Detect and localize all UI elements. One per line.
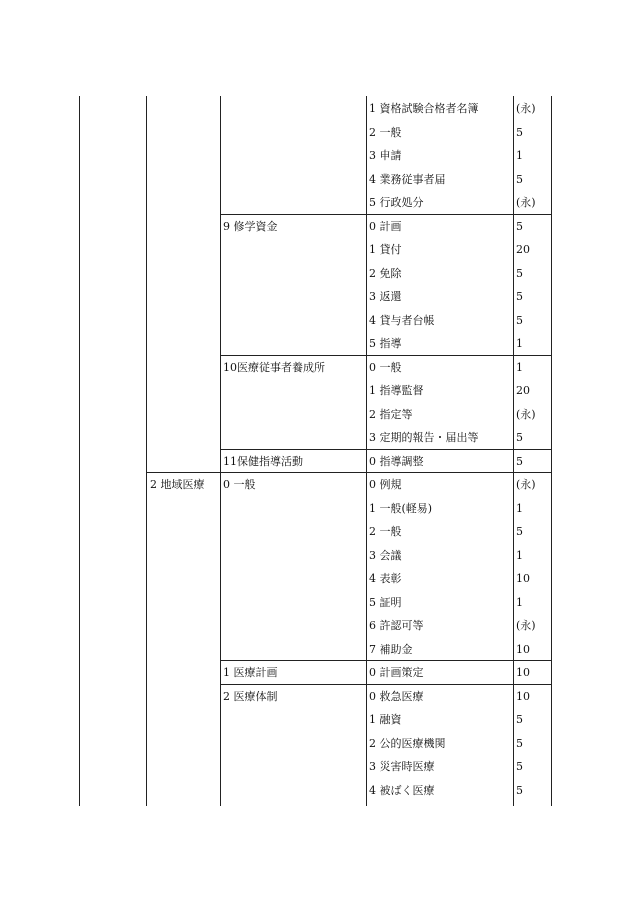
group-rule <box>146 472 551 473</box>
item-cell: 5 証明 <box>369 595 402 609</box>
item-cell: 3 災害時医療 <box>369 760 435 773</box>
section-cell: 2 地域医療 <box>150 478 205 491</box>
subsection-cell: 10医療従事者養成所 <box>223 360 325 374</box>
item-cell: 3 返還 <box>369 290 402 303</box>
retention-cell: 5 <box>516 313 523 327</box>
item-cell: 4 業務従事者届 <box>369 172 446 186</box>
item-cell: 3 会議 <box>369 548 402 562</box>
group-rule <box>220 449 551 450</box>
retention-cell: 5 <box>516 125 523 139</box>
group-rule <box>220 684 551 685</box>
retention-cell: 5 <box>516 713 523 726</box>
item-cell: 0 一般 <box>369 360 402 374</box>
group-rule <box>220 214 551 215</box>
retention-cell: 1 <box>516 337 523 350</box>
item-cell: 1 資格試験合格者名簿 <box>369 102 479 115</box>
retention-cell: 1 <box>516 360 523 374</box>
column-rule <box>551 96 552 806</box>
item-cell: 5 行政処分 <box>369 196 424 209</box>
subsection-cell: 1 医療計画 <box>223 666 278 679</box>
item-cell: 1 貸付 <box>369 243 402 256</box>
retention-cell: (永) <box>516 196 536 209</box>
group-rule <box>220 660 551 661</box>
retention-cell: 10 <box>516 642 530 656</box>
retention-cell: 10 <box>516 666 530 679</box>
item-cell: 5 指導 <box>369 337 402 350</box>
column-rule <box>513 96 514 806</box>
subsection-cell: 2 医療体制 <box>223 689 278 703</box>
item-cell: 0 救急医療 <box>369 689 424 703</box>
retention-cell: 10 <box>516 572 530 585</box>
retention-cell: (永) <box>516 478 536 491</box>
item-cell: 4 貸与者台帳 <box>369 313 435 327</box>
item-cell: 2 一般 <box>369 525 402 538</box>
column-rule <box>220 96 221 806</box>
retention-cell: 10 <box>516 689 530 703</box>
retention-cell: 20 <box>516 384 530 397</box>
item-cell: 2 公的医療機関 <box>369 736 446 750</box>
item-cell: 4 表彰 <box>369 572 402 585</box>
item-cell: 2 免除 <box>369 266 402 280</box>
retention-cell: 5 <box>516 454 523 468</box>
retention-cell: 1 <box>516 595 523 609</box>
item-cell: 2 一般 <box>369 125 402 139</box>
column-rule <box>366 96 367 806</box>
retention-cell: 5 <box>516 783 523 797</box>
retention-cell: 5 <box>516 219 523 233</box>
retention-cell: (永) <box>516 619 536 632</box>
retention-cell: (永) <box>516 407 536 421</box>
column-rule <box>79 96 80 806</box>
item-cell: 0 計画策定 <box>369 666 424 679</box>
retention-cell: 5 <box>516 172 523 186</box>
item-cell: 2 指定等 <box>369 407 413 421</box>
retention-cell: 5 <box>516 431 523 444</box>
item-cell: 4 被ばく医療 <box>369 783 435 797</box>
item-cell: 3 申請 <box>369 149 402 162</box>
item-cell: 1 一般(軽易) <box>369 501 433 515</box>
item-cell: 1 指導監督 <box>369 384 424 397</box>
group-rule <box>220 355 551 356</box>
subsection-cell: 11保健指導活動 <box>223 454 303 468</box>
item-cell: 0 例規 <box>369 478 402 491</box>
column-rule <box>146 96 147 806</box>
retention-cell: 5 <box>516 736 523 750</box>
retention-cell: (永) <box>516 102 536 115</box>
subsection-cell: 0 一般 <box>223 478 256 491</box>
retention-cell: 1 <box>516 149 523 162</box>
retention-cell: 5 <box>516 525 523 538</box>
retention-cell: 5 <box>516 290 523 303</box>
retention-cell: 1 <box>516 548 523 562</box>
item-cell: 1 融資 <box>369 713 402 726</box>
retention-cell: 5 <box>516 760 523 773</box>
item-cell: 6 許認可等 <box>369 619 424 632</box>
item-cell: 3 定期的報告・届出等 <box>369 431 479 444</box>
retention-cell: 1 <box>516 501 523 515</box>
item-cell: 7 補助金 <box>369 642 413 656</box>
subsection-cell: 9 修学資金 <box>223 219 278 233</box>
item-cell: 0 指導調整 <box>369 454 424 468</box>
retention-cell: 20 <box>516 243 530 256</box>
item-cell: 0 計画 <box>369 219 402 233</box>
retention-cell: 5 <box>516 266 523 280</box>
